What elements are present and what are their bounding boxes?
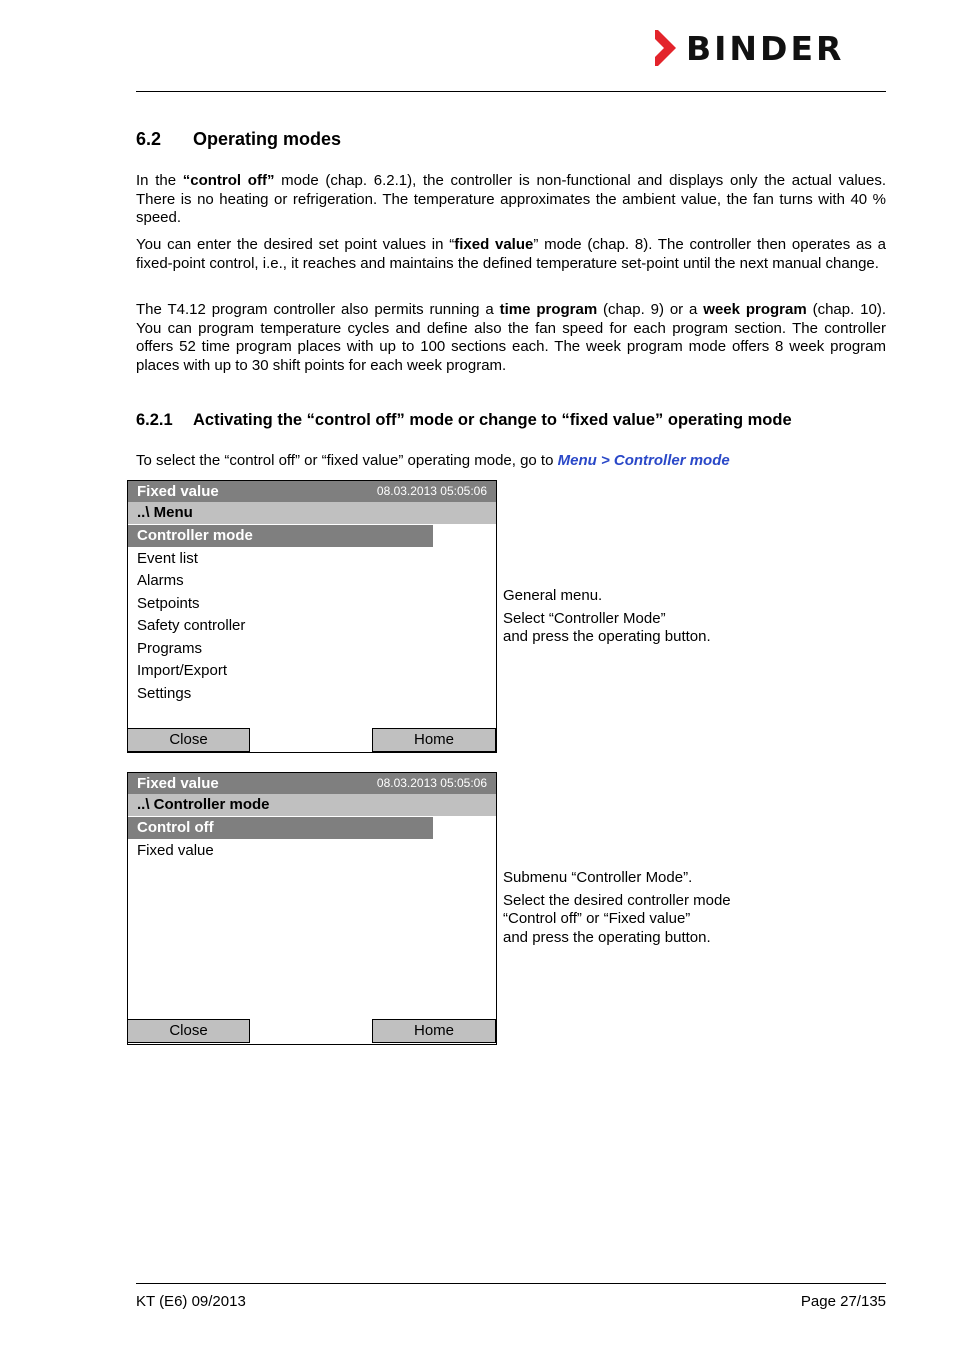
binder-logo-mark-icon [654, 30, 678, 66]
paragraph-control-off [136, 172, 886, 228]
text: ” mode (chap. 8). The controller then operates as a fixed-point control, i.e., it reaches and maintains the defined temperature set-point until the next manual change. [136, 236, 886, 272]
paragraph-programs [136, 301, 886, 375]
controller-screen-menu [127, 480, 497, 753]
menu-item-label: Control off [137, 819, 214, 836]
menu-item[interactable]: Settings [137, 685, 192, 702]
brand-name: BINDER [686, 28, 845, 68]
desc-line: Submenu “Controller Mode”. [503, 869, 693, 886]
text: To select the “control off” or “fixed value” operating mode, go to [136, 452, 558, 469]
menu-item[interactable]: Alarms [137, 572, 184, 589]
controller-screen-mode [127, 772, 497, 1045]
menu-item[interactable]: Event list [137, 550, 198, 567]
screen-path [128, 502, 496, 524]
menu-item[interactable]: Fixed value [137, 842, 214, 859]
menu-item[interactable]: Setpoints [137, 595, 200, 612]
header-rule [136, 91, 886, 92]
subsection-number: 6.2.1 [136, 411, 173, 429]
text: You can enter the desired set point values in “ [136, 236, 455, 253]
section-title: Operating modes [193, 129, 342, 149]
path-text: ..\ Controller mode [137, 796, 270, 813]
subsection-heading [136, 411, 792, 430]
section-heading [136, 129, 341, 150]
footer-rule [136, 1283, 886, 1284]
menu-path-link[interactable]: Menu > Controller mode [557, 452, 730, 469]
menu-item-label: Controller mode [137, 527, 253, 544]
screen-datetime: 08.03.2013 05:05:06 [376, 776, 487, 790]
screen-mode: Fixed value [137, 775, 219, 792]
subsection-intro [136, 452, 886, 471]
subsection-title: Activating the “control off” mode or change to “fixed value” operating mode [193, 411, 792, 429]
screen-title-bar [128, 773, 496, 794]
desc-line: and press the operating button. [503, 928, 711, 946]
screen1-description [503, 587, 711, 647]
text-bold: time program [499, 301, 598, 318]
text: In the [136, 172, 183, 189]
home-button[interactable]: Home [372, 728, 496, 752]
screen-title-bar [128, 481, 496, 502]
screen-mode: Fixed value [137, 483, 219, 500]
home-button[interactable]: Home [372, 1019, 496, 1043]
text: mode (chap. 6.2.1), the controller is non-functional and displays only the actual values. There is no heating or refrigeration. The temperature approximates the ambient value, the fan turns with 40 % speed. [136, 172, 886, 226]
footer-page-number: Page 27/135 [800, 1293, 886, 1310]
menu-item[interactable]: Programs [137, 640, 203, 657]
screen-path [128, 794, 496, 816]
desc-line: Select “Controller Mode” [503, 609, 666, 627]
path-text: ..\ Menu [137, 504, 193, 521]
text-bold: fixed value [454, 236, 534, 253]
close-button[interactable]: Close [127, 728, 250, 752]
screen2-description [503, 869, 731, 947]
desc-line: “Control off” or “Fixed value” [503, 910, 691, 927]
close-button[interactable]: Close [127, 1019, 250, 1043]
footer-doc-id: KT (E6) 09/2013 [136, 1293, 246, 1310]
desc-line: and press the operating button. [503, 628, 711, 645]
binder-logo [654, 28, 844, 68]
desc-line: Select the desired controller mode [503, 891, 731, 909]
menu-item-selected[interactable] [128, 817, 433, 839]
paragraph-fixed-value [136, 236, 886, 273]
text-bold: “control off” [182, 172, 275, 189]
section-number: 6.2 [136, 129, 162, 149]
menu-item[interactable]: Safety controller [137, 617, 246, 634]
screen-datetime: 08.03.2013 05:05:06 [376, 484, 487, 498]
desc-line: General menu. [503, 587, 603, 604]
menu-item-selected[interactable] [128, 525, 433, 547]
text: (chap. 9) or a [597, 301, 704, 318]
menu-item[interactable]: Import/Export [137, 662, 228, 679]
text: (chap. 10). You can program temperature cycles and define also the fan speed for each program section. The controller offers 52 time program places with up to 100 sections each. The week program mode offers 8 week program places with up to 30 shift points for each week program. [136, 301, 886, 374]
text: The T4.12 program controller also permits running a [136, 301, 500, 318]
text-bold: week program [703, 301, 807, 318]
